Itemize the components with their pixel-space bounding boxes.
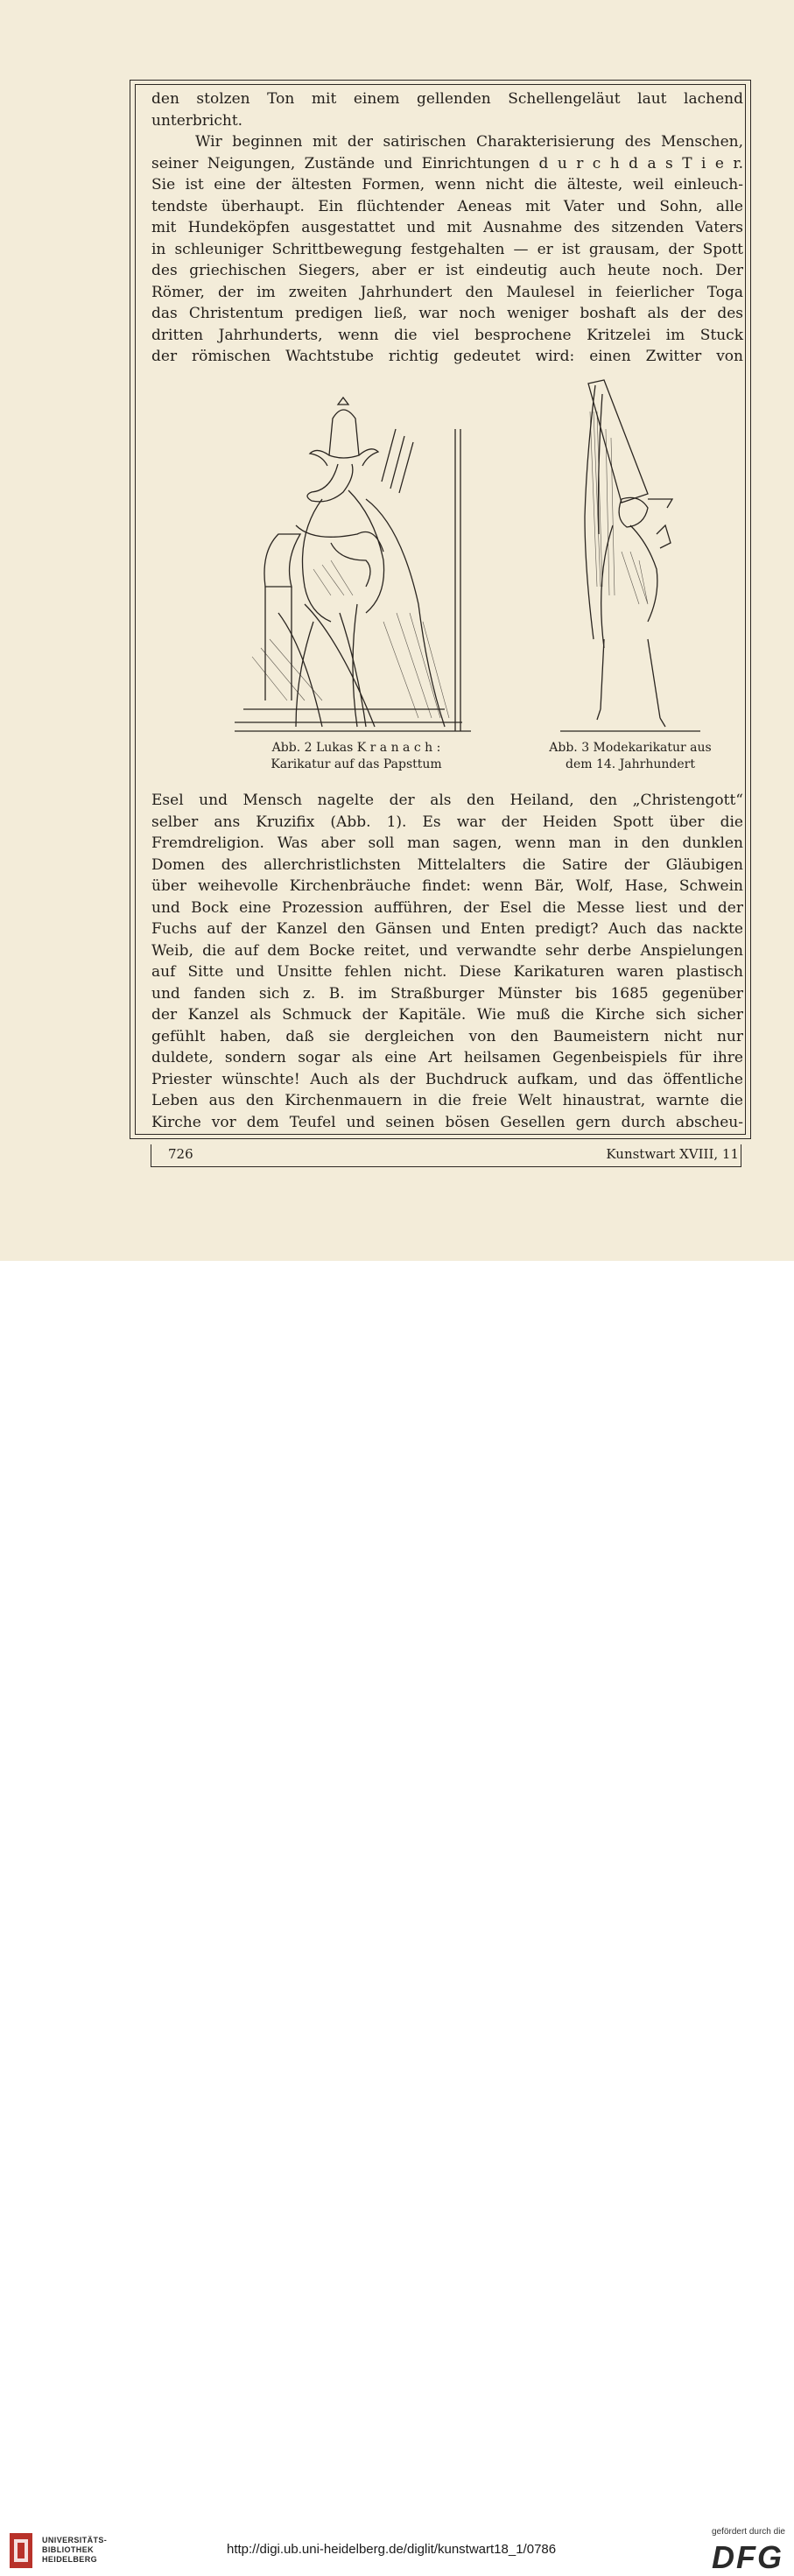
text-line: Fuchs auf der Kanzel den Gänsen und Enten predigt? Auch das nackte (151, 920, 743, 938)
text-line: auf Sitte und Unsitte fehlen nicht. Diese Karikaturen waren plastisch (151, 963, 743, 981)
text-column-top (151, 88, 743, 368)
text-line: Sie ist eine der ältesten Formen, wenn nicht die älteste, weil einleuch- (151, 176, 743, 194)
text-line: das Christentum predigen ließ, war noch weniger boshaft als der des (151, 305, 743, 322)
sponsor-label: gefördert durch die (712, 2527, 785, 2537)
caption-figure-3 (525, 740, 735, 773)
text-line: Esel und Mensch nagelte der als den Heiland, den „Christengott“ (151, 792, 743, 809)
text-line: Leben aus den Kirchenmauern in die freie Welt hinaustrat, warnte die (151, 1092, 743, 1109)
library-name-line: HEIDELBERG (42, 2555, 98, 2564)
text-line: selber ans Kruzifix (Abb. 1). Es war der Heiden Spott über die (151, 813, 743, 831)
text-line: tendste überhaupt. Ein flüchtender Aeneas mit Vater und Sohn, alle (151, 197, 743, 215)
text-line: und fanden sich z. B. im Straßburger Münster bis 1685 gegenüber (151, 984, 743, 1003)
text-line: gefühlt haben, daß sie dergleichen von den Baumeistern nicht nur (151, 1027, 743, 1045)
text-line: seiner Neigungen, Zustände und Einrichtungen d u r c h d a s T i e r. (151, 154, 743, 172)
text-line: Weib, die auf dem Bocke reitet, und verwandte sehr derbe Anspielungen (151, 941, 743, 960)
text-line: dritten Jahrhunderts, wenn die viel besprochene Kritzelei im Stuck (151, 326, 743, 344)
footer-rule (151, 1166, 741, 1167)
text-line: Kirche vor dem Teufel und seinen bösen Gesellen gern durch abscheu- (151, 1113, 743, 1131)
illustration-cranach-papacy (226, 394, 480, 740)
text-line: duldete, sondern sogar als eine Art heilsamen Gegenbeispiels für ihre (151, 1049, 743, 1066)
text-line: über weihevolle Kirchenbräuche findet: wenn Bär, Wolf, Hase, Schwein (151, 877, 743, 895)
text-line: Wir beginnen mit der satirischen Charakterisierung des Menschen, (195, 133, 743, 151)
scanned-page (0, 0, 794, 1261)
page-number: 726 (168, 1146, 193, 1162)
library-name-line: UNIVERSITÄTS- (42, 2536, 108, 2544)
text-column-bottom (151, 790, 743, 1133)
text-line: Priester wünschte! Auch als der Buchdruck aufkam, und das öffentliche (151, 1070, 743, 1088)
journal-title: Kunstwart XVIII, 11 (606, 1146, 739, 1162)
text-line: des griechischen Siegers, aber er ist eindeutig auch heute noch. Der (151, 262, 743, 279)
illustration-fashion-caricature (525, 377, 735, 735)
university-library-logo-icon (9, 2532, 33, 2569)
caption-line: Abb. 2 Lukas K r a n a c h : (271, 741, 441, 755)
caption-line: Abb. 3 Modekarikatur aus (549, 741, 712, 755)
digitization-footer (0, 1261, 794, 2575)
caption-figure-2 (229, 740, 483, 773)
library-name-line: BIBLIOTHEK (42, 2545, 94, 2554)
text-line: unterbricht. (151, 111, 243, 130)
text-line: Römer, der im zweiten Jahrhundert den Maulesel in feierlicher Toga (151, 283, 743, 301)
text-line: Fremdreligion. Was aber soll man sagen, wenn man in den dunklen (151, 834, 743, 852)
text-line: Domen des allerchristlichsten Mittelalters die Satire der Gläubigen (151, 855, 743, 874)
source-url[interactable]: http://digi.ub.uni-heidelberg.de/diglit/kunstwart18_1/0786 (227, 2542, 557, 2557)
text-line: mit Hundeköpfen ausgestattet und mit Ausnahme des sitzenden Vaters (151, 219, 743, 236)
dfg-logo: DFG (712, 2539, 783, 2575)
caption-line: dem 14. Jahrhundert (566, 757, 695, 771)
caption-line: Karikatur auf das Papsttum (271, 757, 442, 771)
text-line: und Bock eine Prozession aufführen, der Esel die Messe liest und der (151, 898, 743, 917)
text-line: in schleuniger Schrittbewegung festgehalten — er ist grausam, der Spott (151, 240, 743, 258)
text-line: der römischen Wachtstube richtig gedeutet wird: einen Zwitter von (151, 348, 743, 365)
library-name (42, 2536, 107, 2565)
text-line: den stolzen Ton mit einem gellenden Schellengeläut laut lachend (151, 90, 743, 108)
text-line: der Kanzel als Schmuck der Kapitäle. Wie muß die Kirche sich sicher (151, 1006, 743, 1024)
